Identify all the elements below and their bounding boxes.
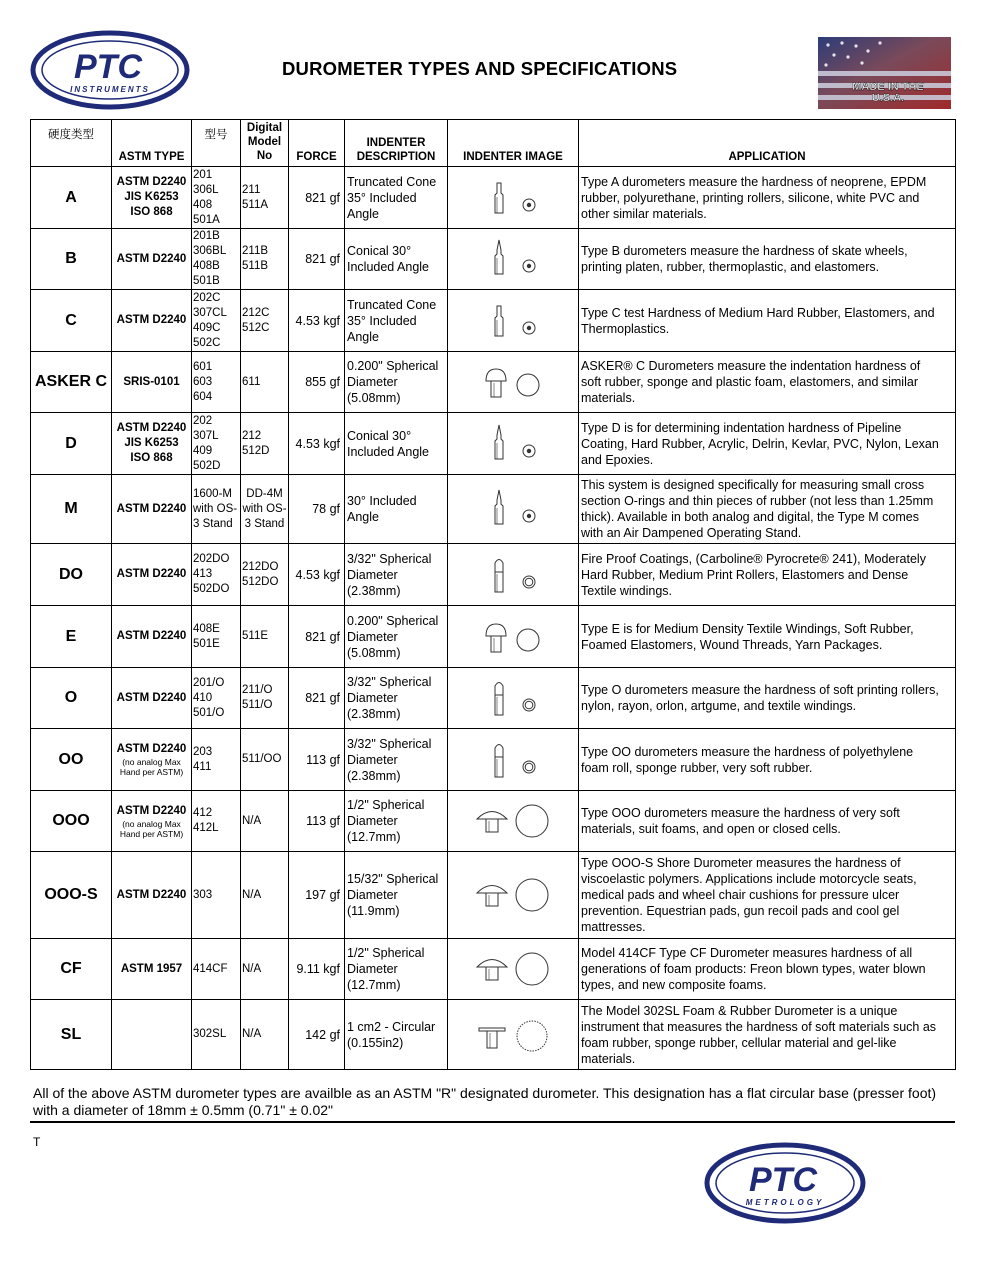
logo-sub: INSTRUMENTS bbox=[70, 85, 150, 94]
col-indenter-description: INDENTER DESCRIPTION bbox=[345, 120, 448, 167]
col-digital-model: Digital Model No bbox=[241, 120, 289, 167]
digital-model-numbers: 212DO 512DO bbox=[241, 544, 289, 606]
table-row bbox=[31, 475, 956, 544]
durometer-type: SL bbox=[31, 1000, 112, 1070]
digital-model-numbers: DD-4M with OS- 3 Stand bbox=[241, 475, 289, 544]
conical-indenter-icon bbox=[483, 488, 543, 530]
indenter-description: Conical 30° Included Angle bbox=[345, 229, 448, 290]
digital-model-numbers: N/A bbox=[241, 791, 289, 852]
indenter-description: 3/32" Spherical Diameter (2.38mm) bbox=[345, 668, 448, 729]
spherical-indenter-icon bbox=[478, 616, 548, 658]
astm-standard: ASTM D2240 bbox=[112, 852, 192, 939]
model-numbers: 1600-M with OS- 3 Stand bbox=[192, 475, 241, 544]
durometer-type: C bbox=[31, 290, 112, 352]
flag-line1: MADE IN THE bbox=[852, 81, 924, 93]
astm-standard: ASTM D2240 bbox=[112, 475, 192, 544]
indenter-image bbox=[448, 668, 579, 729]
force-value: 821 gf bbox=[289, 606, 345, 668]
indenter-description: 0.200" Spherical Diameter (5.08mm) bbox=[345, 606, 448, 668]
model-numbers: 201B 306BL 408B 501B bbox=[192, 229, 241, 290]
indenter-image bbox=[448, 939, 579, 1000]
col-chinese-type: 硬度类型 bbox=[31, 120, 112, 167]
application-text: Fire Proof Coatings, (Carboline® Pyrocrete® 241), Moderately Hard Rubber, Medium Print Rollers, Elastomers and Dense Textile windings. bbox=[579, 544, 956, 606]
application-text: Type OO durometers measure the hardness of polyethylene foam roll, sponge rubber, very soft rubber. bbox=[579, 729, 956, 791]
durometer-type: A bbox=[31, 167, 112, 229]
durometer-type: OOO bbox=[31, 791, 112, 852]
durometer-type: B bbox=[31, 229, 112, 290]
astm-standard: ASTM D2240 bbox=[112, 668, 192, 729]
digital-model-numbers: 211B 511B bbox=[241, 229, 289, 290]
application-text: Type OOO-S Shore Durometer measures the hardness of viscoelastic polymers. Applications include motorcycle seats, medical pads and wheel chair cushions for pressure ulcer prevention. Equestrian pads, gun recoil pads and cool gel mattresses. bbox=[579, 852, 956, 939]
table-row bbox=[31, 290, 956, 352]
indenter-description: 1 cm2 - Circular (0.155in2) bbox=[345, 1000, 448, 1070]
footnote: All of the above ASTM durometer types are availble as an ASTM "R" designated durometer. This designation has a flat circular base (presser foot) with a diameter of 18mm ± 0.5mm (0.71" ± 0.02" bbox=[33, 1085, 937, 1118]
truncated-cone-indenter-icon bbox=[483, 300, 543, 342]
table-row bbox=[31, 729, 956, 791]
table-row bbox=[31, 852, 956, 939]
astm-standard: ASTM D2240 (no analog Max Hand per ASTM) bbox=[112, 729, 192, 791]
durometer-type: OO bbox=[31, 729, 112, 791]
indenter-image bbox=[448, 544, 579, 606]
application-text: Type C test Hardness of Medium Hard Rubber, Elastomers, and Thermoplastics. bbox=[579, 290, 956, 352]
col-astm-type: ASTM TYPE bbox=[112, 120, 192, 167]
durometer-type: ASKER C bbox=[31, 352, 112, 413]
small-spherical-indenter-icon bbox=[483, 554, 543, 596]
made-in-usa-flag bbox=[818, 37, 951, 109]
durometer-type: DO bbox=[31, 544, 112, 606]
indenter-description: Conical 30° Included Angle bbox=[345, 413, 448, 475]
spherical-indenter-icon bbox=[478, 361, 548, 403]
application-text: Type OOO durometers measure the hardness of very soft materials, suit foams, and open or closed cells. bbox=[579, 791, 956, 852]
indenter-description: 15/32" Spherical Diameter (11.9mm) bbox=[345, 852, 448, 939]
small-spherical-indenter-icon bbox=[483, 739, 543, 781]
astm-standard: ASTM D2240 bbox=[112, 544, 192, 606]
model-numbers: 201 306L 408 501A bbox=[192, 167, 241, 229]
force-value: 113 gf bbox=[289, 729, 345, 791]
application-text: Type D is for determining indentation hardness of Pipeline Coating, Hard Rubber, Acrylic, Delrin, Kevlar, PVC, Nylon, Lexan and Epoxies. bbox=[579, 413, 956, 475]
indenter-image bbox=[448, 352, 579, 413]
application-text: Type A durometers measure the hardness of neoprene, EPDM rubber, polyurethane, printing rollers, silicone, white PVC and other similar materials. bbox=[579, 167, 956, 229]
astm-standard: ASTM D2240 JIS K6253 ISO 868 bbox=[112, 167, 192, 229]
model-numbers: 601 603 604 bbox=[192, 352, 241, 413]
col-model: 型号 bbox=[192, 120, 241, 167]
table-row bbox=[31, 544, 956, 606]
footer-mark: T bbox=[33, 1135, 41, 1149]
digital-model-numbers: N/A bbox=[241, 939, 289, 1000]
indenter-image bbox=[448, 729, 579, 791]
astm-standard: ASTM D2240 bbox=[112, 606, 192, 668]
logo-name: PTC bbox=[74, 48, 142, 86]
application-text: Type O durometers measure the hardness of soft printing rollers, nylon, rayon, orlon, artgume, and textile windings. bbox=[579, 668, 956, 729]
col-application: APPLICATION bbox=[579, 120, 956, 167]
digital-model-numbers: 211/O 511/O bbox=[241, 668, 289, 729]
astm-standard: ASTM D2240 bbox=[112, 290, 192, 352]
digital-model-numbers: N/A bbox=[241, 852, 289, 939]
astm-standard: ASTM D2240 (no analog Max Hand per ASTM) bbox=[112, 791, 192, 852]
indenter-description: 3/32" Spherical Diameter (2.38mm) bbox=[345, 544, 448, 606]
indenter-image bbox=[448, 167, 579, 229]
indenter-image bbox=[448, 475, 579, 544]
durometer-type: OOO-S bbox=[31, 852, 112, 939]
force-value: 4.53 kgf bbox=[289, 290, 345, 352]
indenter-image bbox=[448, 1000, 579, 1070]
application-text: This system is designed specifically for measuring small cross section O-rings and thin pieces of rubber (not less than 1.25mm thick). Available in both analog and digital, the Type M comes with an Air Dampened Operating Stand. bbox=[579, 475, 956, 544]
indenter-description: 0.200" Spherical Diameter (5.08mm) bbox=[345, 352, 448, 413]
header-row bbox=[31, 120, 956, 167]
force-value: 821 gf bbox=[289, 668, 345, 729]
col-force: FORCE bbox=[289, 120, 345, 167]
digital-model-numbers: 212 512D bbox=[241, 413, 289, 475]
table-row bbox=[31, 791, 956, 852]
application-text: ASKER® C Durometers measure the indentation hardness of soft rubber, sponge and plastic foam, elastomers, and similar materials. bbox=[579, 352, 956, 413]
mushroom-indenter-icon bbox=[473, 874, 553, 916]
application-text: Model 414CF Type CF Durometer measures hardness of all generations of foam products: Freon blown types, water blown types, and new composite foams. bbox=[579, 939, 956, 1000]
indenter-description: 30° Included Angle bbox=[345, 475, 448, 544]
indenter-image bbox=[448, 413, 579, 475]
flag-line2: U.S.A. bbox=[871, 92, 905, 104]
truncated-cone-indenter-icon bbox=[483, 177, 543, 219]
logo-bottom-sub: METROLOGY bbox=[745, 1198, 825, 1207]
digital-model-numbers: 511/OO bbox=[241, 729, 289, 791]
digital-model-numbers: 211 511A bbox=[241, 167, 289, 229]
durometer-type: M bbox=[31, 475, 112, 544]
force-value: 821 gf bbox=[289, 229, 345, 290]
astm-standard: ASTM 1957 bbox=[112, 939, 192, 1000]
model-numbers: 408E 501E bbox=[192, 606, 241, 668]
astm-standard bbox=[112, 1000, 192, 1070]
digital-model-numbers: N/A bbox=[241, 1000, 289, 1070]
durometer-table bbox=[30, 119, 956, 1070]
astm-standard: ASTM D2240 bbox=[112, 229, 192, 290]
table-row bbox=[31, 606, 956, 668]
model-numbers: 303 bbox=[192, 852, 241, 939]
logo-bottom-name: PTC bbox=[749, 1161, 817, 1199]
astm-standard: SRIS-0101 bbox=[112, 352, 192, 413]
force-value: 78 gf bbox=[289, 475, 345, 544]
ptc-metrology-logo bbox=[704, 1142, 866, 1224]
indenter-image bbox=[448, 852, 579, 939]
force-value: 4.53 kgf bbox=[289, 544, 345, 606]
indenter-image bbox=[448, 791, 579, 852]
model-numbers: 202DO 413 502DO bbox=[192, 544, 241, 606]
indenter-description: Truncated Cone 35° Included Angle bbox=[345, 167, 448, 229]
force-value: 113 gf bbox=[289, 791, 345, 852]
conical-indenter-icon bbox=[483, 423, 543, 465]
digital-model-numbers: 611 bbox=[241, 352, 289, 413]
indenter-image bbox=[448, 229, 579, 290]
digital-model-numbers: 511E bbox=[241, 606, 289, 668]
table-row bbox=[31, 939, 956, 1000]
force-value: 4.53 kgf bbox=[289, 413, 345, 475]
conical-indenter-icon bbox=[483, 238, 543, 280]
application-text: Type E is for Medium Density Textile Windings, Soft Rubber, Foamed Elastomers, Wound Threads, Yarn Packages. bbox=[579, 606, 956, 668]
table-row bbox=[31, 668, 956, 729]
small-spherical-indenter-icon bbox=[483, 677, 543, 719]
ptc-instruments-logo bbox=[30, 30, 190, 110]
indenter-image bbox=[448, 290, 579, 352]
table-row bbox=[31, 167, 956, 229]
force-value: 821 gf bbox=[289, 167, 345, 229]
application-text: Type B durometers measure the hardness of skate wheels, printing platen, rubber, thermoplastic, and elastomers. bbox=[579, 229, 956, 290]
table-row bbox=[31, 1000, 956, 1070]
durometer-type: CF bbox=[31, 939, 112, 1000]
model-numbers: 202C 307CL 409C 502C bbox=[192, 290, 241, 352]
page-title: DUROMETER TYPES AND SPECIFICATIONS bbox=[282, 58, 678, 79]
table-row bbox=[31, 352, 956, 413]
divider bbox=[30, 1121, 955, 1123]
model-numbers: 414CF bbox=[192, 939, 241, 1000]
force-value: 855 gf bbox=[289, 352, 345, 413]
table-row bbox=[31, 413, 956, 475]
col-indenter-image: INDENTER IMAGE bbox=[448, 120, 579, 167]
flat-circular-indenter-icon bbox=[473, 1014, 553, 1056]
model-numbers: 302SL bbox=[192, 1000, 241, 1070]
force-value: 9.11 kgf bbox=[289, 939, 345, 1000]
indenter-description: 1/2" Spherical Diameter (12.7mm) bbox=[345, 939, 448, 1000]
model-numbers: 412 412L bbox=[192, 791, 241, 852]
table-row bbox=[31, 229, 956, 290]
indenter-description: 3/32" Spherical Diameter (2.38mm) bbox=[345, 729, 448, 791]
mushroom-indenter-icon bbox=[473, 948, 553, 990]
astm-standard: ASTM D2240 JIS K6253 ISO 868 bbox=[112, 413, 192, 475]
indenter-description: Truncated Cone 35° Included Angle bbox=[345, 290, 448, 352]
model-numbers: 202 307L 409 502D bbox=[192, 413, 241, 475]
durometer-type: O bbox=[31, 668, 112, 729]
indenter-description: 1/2" Spherical Diameter (12.7mm) bbox=[345, 791, 448, 852]
model-numbers: 201/O 410 501/O bbox=[192, 668, 241, 729]
force-value: 197 gf bbox=[289, 852, 345, 939]
application-text: The Model 302SL Foam & Rubber Durometer is a unique instrument that measures the hardness of soft materials such as foam rubber, sponge rubber, cellular material and gel-like materials. bbox=[579, 1000, 956, 1070]
mushroom-indenter-icon bbox=[473, 800, 553, 842]
durometer-type: D bbox=[31, 413, 112, 475]
model-numbers: 203 411 bbox=[192, 729, 241, 791]
indenter-image bbox=[448, 606, 579, 668]
force-value: 142 gf bbox=[289, 1000, 345, 1070]
digital-model-numbers: 212C 512C bbox=[241, 290, 289, 352]
durometer-type: E bbox=[31, 606, 112, 668]
